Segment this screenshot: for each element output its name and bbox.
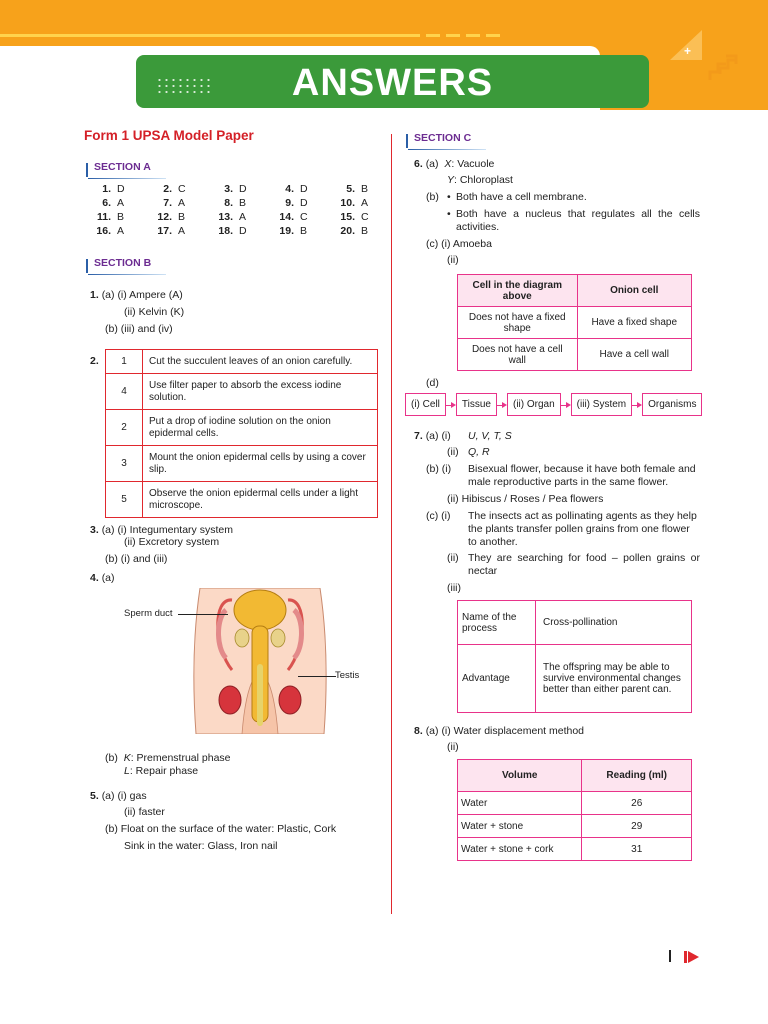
step-number: 4	[106, 374, 143, 410]
mcq-letter: A	[117, 225, 125, 237]
answer-text: Bisexual flower, because it have both female and male reproductive parts in the same flower.	[468, 463, 696, 488]
mcq-letter: D	[239, 225, 247, 237]
answer-text: : Chloroplast	[454, 174, 513, 186]
mcq-letter: B	[361, 183, 369, 195]
section-a-label: SECTION A	[84, 161, 384, 177]
answer-text: : Vacuole	[451, 158, 495, 170]
question-number: 1.	[90, 289, 99, 301]
mcq-number: 3.	[224, 183, 233, 195]
question-number: 5.	[90, 790, 99, 802]
mcq-answer	[267, 225, 328, 237]
volume-reading-table	[457, 759, 692, 861]
answer-text: (ii)	[447, 254, 459, 266]
page-marker	[669, 950, 671, 962]
answer-text: (c) (i) Amoeba	[426, 238, 492, 250]
table-header-cell: Cell in the diagram above	[458, 275, 578, 307]
question-number: 2.	[90, 355, 99, 367]
answer-prefix: (ii)	[447, 741, 459, 753]
answer-text: (a)	[101, 572, 115, 584]
answer-text: They are searching for food – pollen grains or nectar	[468, 552, 700, 577]
answer-prefix: (ii)	[447, 446, 459, 458]
table-row	[106, 374, 378, 410]
answer-prefix: (b)	[105, 752, 118, 764]
step-text: Put a drop of iodine solution on the onion epidermal cells.	[143, 410, 378, 446]
mcq-number: 10.	[340, 197, 355, 209]
mcq-letter: D	[239, 183, 247, 195]
column-divider	[391, 134, 392, 914]
label-pointer-line	[178, 614, 228, 615]
question-4	[84, 572, 384, 752]
mcq-number: 5.	[346, 183, 355, 195]
question-number: 6.	[414, 158, 423, 170]
table-header-cell: Volume	[458, 760, 582, 792]
question-6	[404, 158, 704, 268]
mcq-answer	[267, 211, 328, 223]
plus-icon: +	[684, 44, 692, 58]
mcq-letter: B	[300, 225, 308, 237]
table-row	[106, 350, 378, 374]
right-column	[404, 128, 704, 861]
mcq-answer	[84, 197, 145, 209]
mcq-number: 9.	[285, 197, 294, 209]
flow-step: Tissue	[456, 393, 497, 416]
mcq-number: 8.	[224, 197, 233, 209]
bullet-icon: •	[447, 208, 451, 220]
paper-title: Form 1 UPSA Model Paper	[84, 128, 254, 143]
table-cell: Name of the process	[458, 601, 536, 645]
question-number: 7.	[414, 430, 423, 442]
mcq-answer	[206, 211, 267, 223]
page-title: ANSWERS	[291, 62, 494, 104]
mcq-answer	[145, 197, 206, 209]
mcq-number: 7.	[163, 197, 172, 209]
mcq-answer	[328, 225, 389, 237]
arrow-right-icon	[446, 400, 456, 410]
answer-prefix: (iii)	[447, 582, 461, 594]
flow-step: (ii) Organ	[507, 393, 561, 416]
table-cell: Does not have a cell wall	[458, 339, 578, 371]
table-row	[458, 792, 692, 815]
mcq-number: 16.	[96, 225, 111, 237]
mcq-number: 14.	[279, 211, 294, 223]
answer-prefix: (b)	[426, 191, 439, 203]
pollination-table	[457, 600, 692, 713]
answer-text: U, V, T, S	[468, 430, 512, 442]
mcq-number: 6.	[102, 197, 111, 209]
table-row	[458, 601, 692, 645]
table-cell: 31	[582, 838, 692, 861]
header-dash	[466, 34, 480, 37]
answers-banner	[136, 55, 649, 108]
mcq-answer	[84, 211, 145, 223]
table-cell: Water + stone + cork	[458, 838, 582, 861]
mcq-answer	[328, 183, 389, 195]
arrow-right-icon	[632, 400, 642, 410]
mcq-letter: D	[300, 183, 308, 195]
mcq-letter: B	[117, 211, 125, 223]
mcq-answer	[206, 183, 267, 195]
mcq-letter: D	[300, 197, 308, 209]
mcq-number: 4.	[285, 183, 294, 195]
answer-text: : Premenstrual phase	[130, 752, 231, 764]
arrow-right-icon	[497, 400, 507, 410]
mcq-answer	[328, 197, 389, 209]
next-page-arrow-icon	[684, 951, 700, 963]
mcq-answer	[145, 225, 206, 237]
table-row	[106, 446, 378, 482]
answer-text: (a) (i) gas	[101, 790, 147, 802]
answer-text: (a) (i) Water displacement method	[425, 725, 585, 737]
table-cell: Cross-pollination	[536, 601, 692, 645]
answer-text: Both have a nucleus that regulates all the cells activities.	[456, 208, 700, 233]
question-2	[84, 349, 384, 524]
mcq-letter: A	[239, 211, 247, 223]
mcq-number: 15.	[340, 211, 355, 223]
answer-text: (b) (iii) and (iv)	[105, 323, 173, 335]
answer-text: Both have a cell membrane.	[456, 191, 587, 203]
answer-prefix: (ii)	[447, 552, 459, 564]
mcq-letter: B	[361, 225, 369, 237]
answer-text: Q, R	[468, 446, 490, 458]
answer-text: (b) (i) and (iii)	[105, 553, 168, 565]
step-number: 3	[106, 446, 143, 482]
flow-step: (i) Cell	[405, 393, 446, 416]
mcq-letter: A	[178, 197, 186, 209]
answer-text: (b) Float on the surface of the water: Plastic, Cork	[105, 823, 337, 835]
table-cell: 29	[582, 815, 692, 838]
corner-arrows-icon	[706, 50, 740, 84]
question-5	[84, 790, 384, 860]
answer-text: (ii) Excretory system	[124, 536, 220, 548]
step-number: 5	[106, 482, 143, 518]
mcq-answer	[145, 211, 206, 223]
table-row	[458, 307, 692, 339]
mcq-answer	[267, 197, 328, 209]
answer-prefix: (a)	[425, 158, 439, 170]
mcq-number: 11.	[96, 211, 111, 223]
step-text: Observe the onion epidermal cells under a light microscope.	[143, 482, 378, 518]
answer-text: (d)	[426, 377, 439, 389]
question-3	[84, 524, 384, 568]
table-row	[106, 410, 378, 446]
header-dash	[486, 34, 500, 37]
table-cell: Have a cell wall	[577, 339, 691, 371]
step-number: 2	[106, 410, 143, 446]
mcq-number: 17.	[157, 225, 172, 237]
question-number: 3.	[90, 524, 99, 536]
steps-table	[105, 349, 378, 518]
flow-step: Organisms	[642, 393, 702, 416]
answer-prefix: (a) (i)	[425, 430, 451, 442]
question-4b	[84, 752, 384, 784]
header-dash	[426, 34, 440, 37]
mcq-letter: B	[239, 197, 247, 209]
answer-text: (ii) faster	[124, 806, 165, 818]
answer-letter: X	[444, 158, 452, 170]
mcq-letter: A	[178, 225, 186, 237]
table-cell: The offspring may be able to survive environmental changes better than either parent can.	[536, 645, 692, 713]
answer-text: (ii) Hibiscus / Roses / Pea flowers	[447, 493, 604, 505]
question-1	[84, 289, 384, 337]
mcq-letter: D	[117, 183, 125, 195]
cell-comparison-table	[457, 274, 692, 371]
table-row	[458, 645, 692, 713]
section-b-label: SECTION B	[84, 257, 384, 273]
left-column	[84, 128, 384, 860]
mcq-letter: A	[117, 197, 125, 209]
testis-label: Testis	[335, 670, 360, 681]
answer-text: (a) (i) Ampere (A)	[101, 289, 183, 301]
answer-text: Sink in the water: Glass, Iron nail	[124, 840, 278, 852]
mcq-answer	[206, 225, 267, 237]
mcq-answer	[145, 183, 206, 195]
answer-prefix: (c) (i)	[426, 510, 451, 522]
mcq-answer	[84, 183, 145, 195]
table-cell: Water	[458, 792, 582, 815]
table-row	[106, 482, 378, 518]
mcq-letter: C	[361, 211, 369, 223]
mcq-letter: B	[178, 211, 186, 223]
table-row	[458, 838, 692, 861]
step-text: Mount the onion epidermal cells by using a cover slip.	[143, 446, 378, 482]
mcq-number: 2.	[163, 183, 172, 195]
answer-prefix: (b) (i)	[426, 463, 452, 475]
answer-letter: K	[123, 752, 131, 764]
step-text: Use filter paper to absorb the excess iodine solution.	[143, 374, 378, 410]
mcq-answer	[84, 225, 145, 237]
question-number: 8.	[414, 725, 423, 737]
table-cell: Advantage	[458, 645, 536, 713]
bullet-icon: •	[447, 191, 451, 203]
step-text: Cut the succulent leaves of an onion carefully.	[143, 350, 378, 374]
question-8	[404, 725, 704, 757]
header-accent-line	[0, 34, 420, 37]
section-a-answer-grid	[84, 183, 384, 237]
mcq-letter: C	[300, 211, 308, 223]
label-pointer-line	[298, 676, 336, 677]
header-dash	[446, 34, 460, 37]
question-7	[404, 430, 704, 596]
answer-text: (a) (i) Integumentary system	[101, 524, 233, 536]
arrow-right-icon	[561, 400, 571, 410]
organization-flow	[405, 393, 704, 416]
table-cell: Does not have a fixed shape	[458, 307, 578, 339]
mcq-number: 1.	[102, 183, 111, 195]
mcq-answer	[206, 197, 267, 209]
table-cell: Water + stone	[458, 815, 582, 838]
mcq-number: 12.	[157, 211, 172, 223]
mcq-number: 20.	[340, 225, 355, 237]
table-header-cell: Onion cell	[577, 275, 691, 307]
table-cell: Have a fixed shape	[577, 307, 691, 339]
sperm-duct-label: Sperm duct	[124, 608, 173, 619]
answer-letter: L	[124, 765, 130, 777]
answer-text: : Repair phase	[129, 765, 199, 777]
table-row	[458, 339, 692, 371]
table-header-cell: Reading (ml)	[582, 760, 692, 792]
mcq-number: 18.	[218, 225, 233, 237]
table-cell: 26	[582, 792, 692, 815]
mcq-number: 19.	[279, 225, 294, 237]
table-row	[458, 815, 692, 838]
mcq-answer	[328, 211, 389, 223]
answer-letter: Y	[447, 174, 455, 186]
step-number: 1	[106, 350, 143, 374]
mcq-letter: A	[361, 197, 369, 209]
answer-text: The insects act as pollinating agents as they help the plants transfer pollen grains from one flower to another.	[468, 510, 697, 548]
answer-text: (ii) Kelvin (K)	[124, 306, 185, 318]
male-reproductive-system-diagram	[192, 588, 328, 734]
mcq-answer	[267, 183, 328, 195]
mcq-number: 13.	[218, 211, 233, 223]
flow-step: (iii) System	[571, 393, 632, 416]
section-c-label: SECTION C	[404, 132, 704, 148]
mcq-letter: C	[178, 183, 186, 195]
question-number: 4.	[90, 572, 99, 584]
